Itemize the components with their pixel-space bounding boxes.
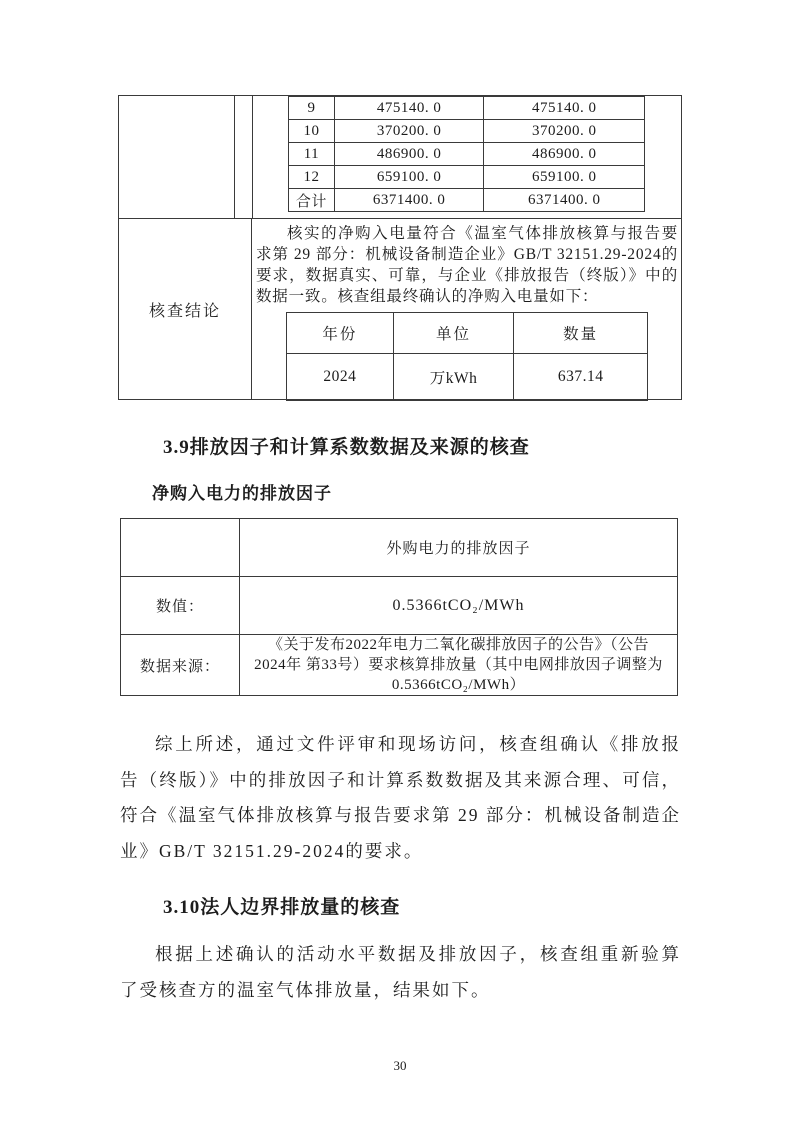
year-cell: 2024	[287, 354, 394, 401]
table-data-row	[287, 354, 648, 401]
reported-value-cell: 659100. 0	[334, 166, 484, 189]
table-row	[289, 166, 645, 189]
verified-value-cell: 475140. 0	[484, 97, 645, 120]
factor-header-row	[121, 519, 678, 577]
monthly-table-cell	[253, 96, 681, 218]
verified-value-cell: 659100. 0	[484, 166, 645, 189]
verified-value-cell: 370200. 0	[484, 120, 645, 143]
unit-cell: 万kWh	[393, 354, 514, 401]
table-row	[289, 143, 645, 166]
reported-value-cell: 370200. 0	[334, 120, 484, 143]
month-cell: 12	[289, 166, 335, 189]
conclusion-content	[252, 219, 681, 399]
total-verified-cell: 6371400. 0	[484, 189, 645, 212]
quantity-header: 数量	[514, 313, 648, 354]
empty-header-cell	[121, 519, 240, 577]
month-cell: 9	[289, 97, 335, 120]
section-3-9-subheading: 净购入电力的排放因子	[152, 484, 332, 503]
reported-value-cell: 486900. 0	[334, 143, 484, 166]
page-number: 30	[393, 1058, 407, 1073]
reported-value-cell: 475140. 0	[334, 97, 484, 120]
verified-value-cell: 486900. 0	[484, 143, 645, 166]
month-cell: 10	[289, 120, 335, 143]
net-purchased-electricity-table	[286, 312, 648, 401]
source-line: 《关于发布2022年电力二氧化碳排放因子的公告》（公告	[267, 637, 649, 653]
table-row-total	[289, 189, 645, 212]
empty-label-cell	[119, 96, 235, 218]
source-line: 0.5366tCO₂/MWh）	[391, 677, 526, 693]
total-reported-cell: 6371400. 0	[334, 189, 484, 212]
factor-header-cell: 外购电力的排放因子	[240, 519, 678, 577]
quantity-cell: 637.14	[514, 354, 648, 401]
source-line: 2024年 第33号）要求核算排放量（其中电网排放因子调整为	[254, 657, 663, 673]
conclusion-text: 核实的净购入电量符合《温室气体排放核算与报告要求第 29 部分：机械设备制造企业》GB/T 32151.29-2024的要求，数据真实、可靠，与企业《排放报告（终版）》中的数据一致。核查组最终确认的净购入电量如下：	[256, 225, 678, 305]
year-header: 年份	[287, 313, 394, 354]
conclusion-row	[119, 219, 681, 399]
table-row	[289, 120, 645, 143]
value-label-cell: 数值：	[121, 577, 240, 635]
monthly-data-section	[119, 96, 681, 219]
month-cell: 11	[289, 143, 335, 166]
source-label-cell: 数据来源：	[121, 635, 240, 696]
table-header-row	[287, 313, 648, 354]
section-3-10-heading: 3.10法人边界排放量的核查	[163, 897, 401, 918]
section-3-10-paragraph: 根据上述确认的活动水平数据及排放因子，核查组重新验算了受核查方的温室气体排放量，结果如下。	[120, 944, 681, 1000]
conclusion-label: 核查结论	[119, 219, 252, 399]
source-cell	[240, 635, 678, 696]
table-row	[289, 97, 645, 120]
section-3-9-paragraph: 综上所述，通过文件评审和现场访问，核查组确认《排放报告（终版）》中的排放因子和计算系数数据及其来源合理、可信，符合《温室气体排放核算与报告要求第 29 部分：机械设备制造企业》GB/T 32151.29-2024的要求。	[120, 734, 681, 861]
value-cell: 0.5366tCO₂/MWh	[240, 577, 678, 635]
section-3-9-heading: 3.9排放因子和计算系数数据及来源的核查	[163, 437, 530, 458]
unit-header: 单位	[393, 313, 514, 354]
empty-narrow-cell	[235, 96, 253, 218]
emission-factor-table	[120, 518, 678, 696]
factor-source-row	[121, 635, 678, 696]
electricity-verification-table	[118, 95, 682, 400]
monthly-values-table	[288, 96, 645, 212]
factor-value-row	[121, 577, 678, 635]
total-label-cell: 合计	[289, 189, 335, 212]
